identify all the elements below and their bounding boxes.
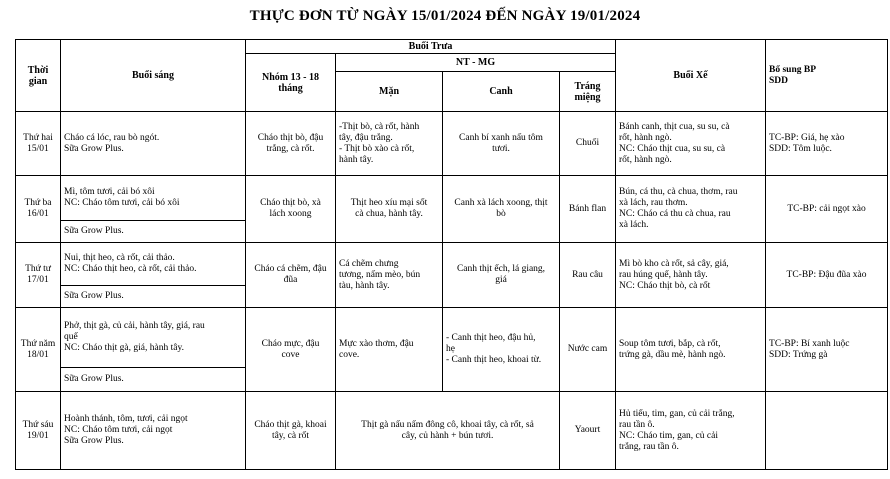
day-cell: Thứ tư 17/01 <box>16 243 61 308</box>
header-time: Thời gian <box>16 40 61 112</box>
supplement-cell: TC-BP: Bí xanh luộc SDD: Trứng gà <box>766 308 888 392</box>
supplement-cell <box>766 392 888 470</box>
breakfast-milk-cell: Sữa Grow Plus. <box>61 286 246 308</box>
soup-cell: Canh xà lách xoong, thịt bò <box>443 176 560 243</box>
header-dessert: Tráng miệng <box>560 72 616 112</box>
day-cell: Thứ năm 18/01 <box>16 308 61 392</box>
dessert-cell: Nước cam <box>560 308 616 392</box>
dessert-cell: Bánh flan <box>560 176 616 243</box>
table-row <box>16 112 888 176</box>
table-row <box>16 392 888 470</box>
infant-cell: Cháo mực, đậu cove <box>246 308 336 392</box>
breakfast-cell: Phở, thịt gà, củ cải, hành tây, giá, rau quế NC: Cháo thịt gà, giá, hành tây. <box>61 308 246 368</box>
breakfast-cell: Cháo cá lóc, rau bò ngót. Sữa Grow Plus. <box>61 112 246 176</box>
day-cell: Thứ ba 16/01 <box>16 176 61 243</box>
table-row <box>16 176 888 221</box>
header-infant: Nhóm 13 - 18 tháng <box>246 54 336 112</box>
soup-cell: Canh thịt ếch, lá giang, giá <box>443 243 560 308</box>
savory-cell: Cá chẽm chưng tương, nấm mèo, bún tàu, hành tây. <box>336 243 443 308</box>
supplement-cell: TC-BP: cải ngọt xào <box>766 176 888 243</box>
header-afternoon: Buổi Xế <box>616 40 766 112</box>
table-row <box>16 308 888 368</box>
menu-table <box>15 39 888 470</box>
savory-cell: Thịt heo xíu mại sốt cà chua, hành tây. <box>336 176 443 243</box>
afternoon-cell: Bún, cá thu, cà chua, thơm, rau xà lách, rau thơm. NC: Cháo cá thu cà chua, rau xà lách. <box>616 176 766 243</box>
day-cell: Thứ sáu 19/01 <box>16 392 61 470</box>
dessert-cell: Chuối <box>560 112 616 176</box>
header-soup: Canh <box>443 72 560 112</box>
header-supplement: Bổ sung BP SDD <box>766 40 888 112</box>
savory-cell: -Thịt bò, cà rốt, hành tây, đậu trắng. - Thịt bò xào cà rốt, hành tây. <box>336 112 443 176</box>
day-cell: Thứ hai 15/01 <box>16 112 61 176</box>
infant-cell: Cháo thịt bò, đậu trắng, cà rốt. <box>246 112 336 176</box>
infant-cell: Cháo thịt gà, khoai tây, cà rốt <box>246 392 336 470</box>
afternoon-cell: Mì bò kho cà rốt, sả cây, giá, rau húng quế, hành tây. NC: Cháo thịt bò, cà rốt <box>616 243 766 308</box>
breakfast-milk-cell: Sữa Grow Plus. <box>61 368 246 392</box>
dessert-cell: Yaourt <box>560 392 616 470</box>
soup-cell: - Canh thịt heo, đậu hủ, hẹ - Canh thịt heo, khoai từ. <box>443 308 560 392</box>
supplement-cell: TC-BP: Giá, hẹ xào SDD: Tôm luộc. <box>766 112 888 176</box>
afternoon-cell: Hủ tiếu, tim, gan, củ cải trắng, rau tần ô. NC: Cháo tim, gan, củ cải trắng, rau tần ô. <box>616 392 766 470</box>
lunch-merged-cell: Thịt gà nấu nấm đông cô, khoai tây, cà rốt, sả cây, củ hành + bún tươi. <box>336 392 560 470</box>
table-row <box>16 243 888 286</box>
dessert-cell: Rau câu <box>560 243 616 308</box>
savory-cell: Mực xào thơm, đậu cove. <box>336 308 443 392</box>
afternoon-cell: Soup tôm tươi, bắp, cà rốt, trứng gà, dầu mè, hành ngò. <box>616 308 766 392</box>
breakfast-cell: Hoành thánh, tôm, tươi, cải ngọt NC: Cháo tôm tươi, cải ngọt Sữa Grow Plus. <box>61 392 246 470</box>
page-title: THỰC ĐƠN TỪ NGÀY 15/01/2024 ĐẾN NGÀY 19/01/2024 <box>249 8 641 24</box>
header-nt-mg: NT - MG <box>336 54 616 72</box>
infant-cell: Cháo thịt bò, xà lách xoong <box>246 176 336 243</box>
breakfast-cell: Nui, thịt heo, cà rốt, cải thảo. NC: Cháo thịt heo, cà rốt, cải thảo. <box>61 243 246 286</box>
supplement-cell: TC-BP: Đậu đũa xào <box>766 243 888 308</box>
header-savory: Mặn <box>336 72 443 112</box>
breakfast-milk-cell: Sữa Grow Plus. <box>61 221 246 243</box>
afternoon-cell: Bánh canh, thịt cua, su su, cà rốt, hành ngò. NC: Cháo thịt cua, su su, cà rốt, hành ngò. <box>616 112 766 176</box>
soup-cell: Canh bí xanh nấu tôm tươi. <box>443 112 560 176</box>
header-breakfast: Buổi sáng <box>61 40 246 112</box>
infant-cell: Cháo cá chẽm, đậu đũa <box>246 243 336 308</box>
header-lunch: Buổi Trưa <box>246 40 616 54</box>
breakfast-cell: Mì, tôm tươi, cải bó xôi NC: Cháo tôm tươi, cải bó xôi <box>61 176 246 221</box>
